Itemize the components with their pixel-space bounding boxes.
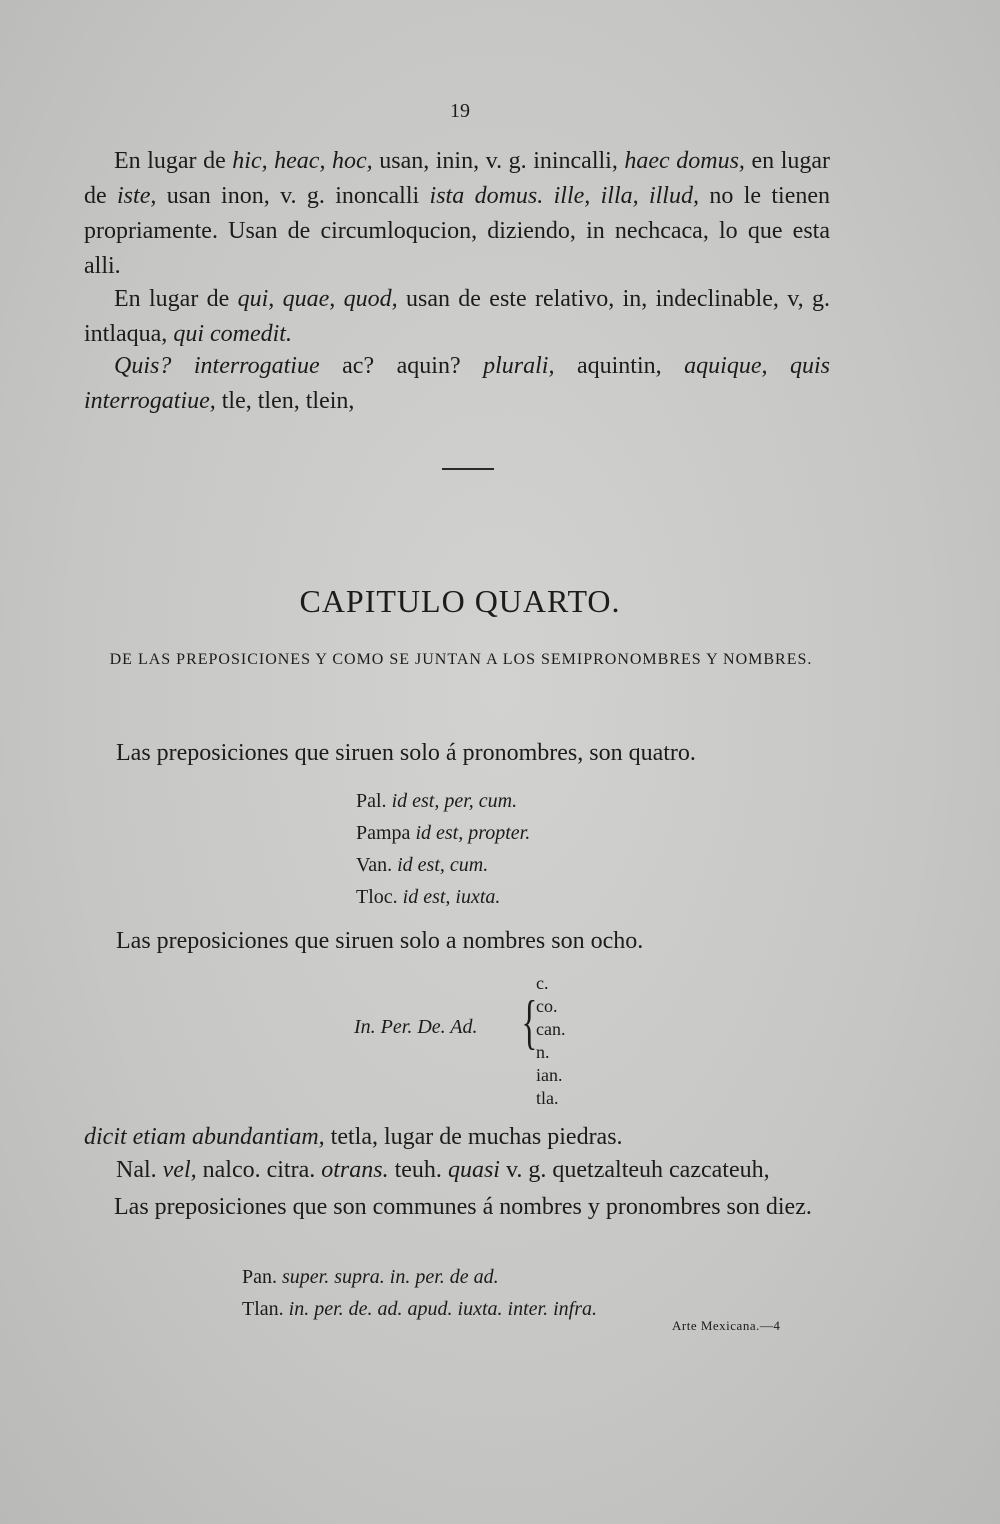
curly-brace-icon: {: [521, 989, 538, 1055]
line-noun-prepositions: Las preposiciones que siruen solo a nombres son ocho.: [116, 928, 644, 954]
list-item: Pan. super. supra. in. per. de ad.: [242, 1266, 499, 1288]
list-item: Tlan. in. per. de. ad. apud. iuxta. inter. infra.: [242, 1298, 597, 1320]
paragraph-interrogative: Quis? interrogatiue ac? aquin? plurali, aquintin, aquique, quis interrogatiue, tle, tlen, tlein,: [84, 353, 831, 414]
suffix-item: ian.: [536, 1065, 563, 1085]
chapter-title: CAPITULO QUARTO.: [299, 583, 621, 619]
brace-label: In. Per. De. Ad.: [354, 1016, 478, 1038]
signature-mark: Arte Mexicana.—4: [672, 1318, 781, 1333]
suffix-item: co.: [536, 996, 558, 1016]
list-item: Pampa id est, propter.: [356, 822, 531, 844]
list-item: Van. id est, cum.: [356, 854, 489, 876]
line-nal: Nal. vel, nalco. citra. otrans. teuh. quasi v. g. quetzalteuh cazcateuh,: [116, 1157, 770, 1183]
paragraph-demonstratives: En lugar de hic, heac, hoc, usan, inin, v. g. inincalli, haec domus, en lugar de iste, usan inon, v. g. inoncalli ista domus. ille, illa, illud, no le tienen propriamente. Usan de circumloqucion, diziendo, in nechcaca, lo que esta alli.: [84, 148, 831, 279]
suffix-item: n.: [536, 1042, 550, 1062]
suffix-item: c.: [536, 973, 549, 993]
paragraph-relative: En lugar de qui, quae, quod, usan de este relativo, in, indeclinable, v, g. intlaqua, qui comedit.: [84, 286, 830, 347]
page-number: 19: [450, 100, 470, 122]
list-item: Pal. id est, per, cum.: [356, 790, 518, 812]
list-item: Tloc. id est, iuxta.: [356, 886, 501, 908]
section-divider: [442, 468, 494, 470]
chapter-subtitle: DE LAS PREPOSICIONES Y COMO SE JUNTAN A LOS SEMIPRONOMBRES Y NOMBRES.: [109, 651, 813, 668]
suffix-item: can.: [536, 1019, 566, 1039]
suffix-item: tla.: [536, 1088, 559, 1108]
line-dicit: dicit etiam abundantiam, tetla, lugar de muchas piedras.: [84, 1124, 623, 1150]
line-pronoun-prepositions: Las preposiciones que siruen solo á pronombres, son quatro.: [116, 740, 696, 766]
paragraph-common-prepositions: Las preposiciones que son communes á nombres y pronombres son diez.: [114, 1194, 812, 1220]
